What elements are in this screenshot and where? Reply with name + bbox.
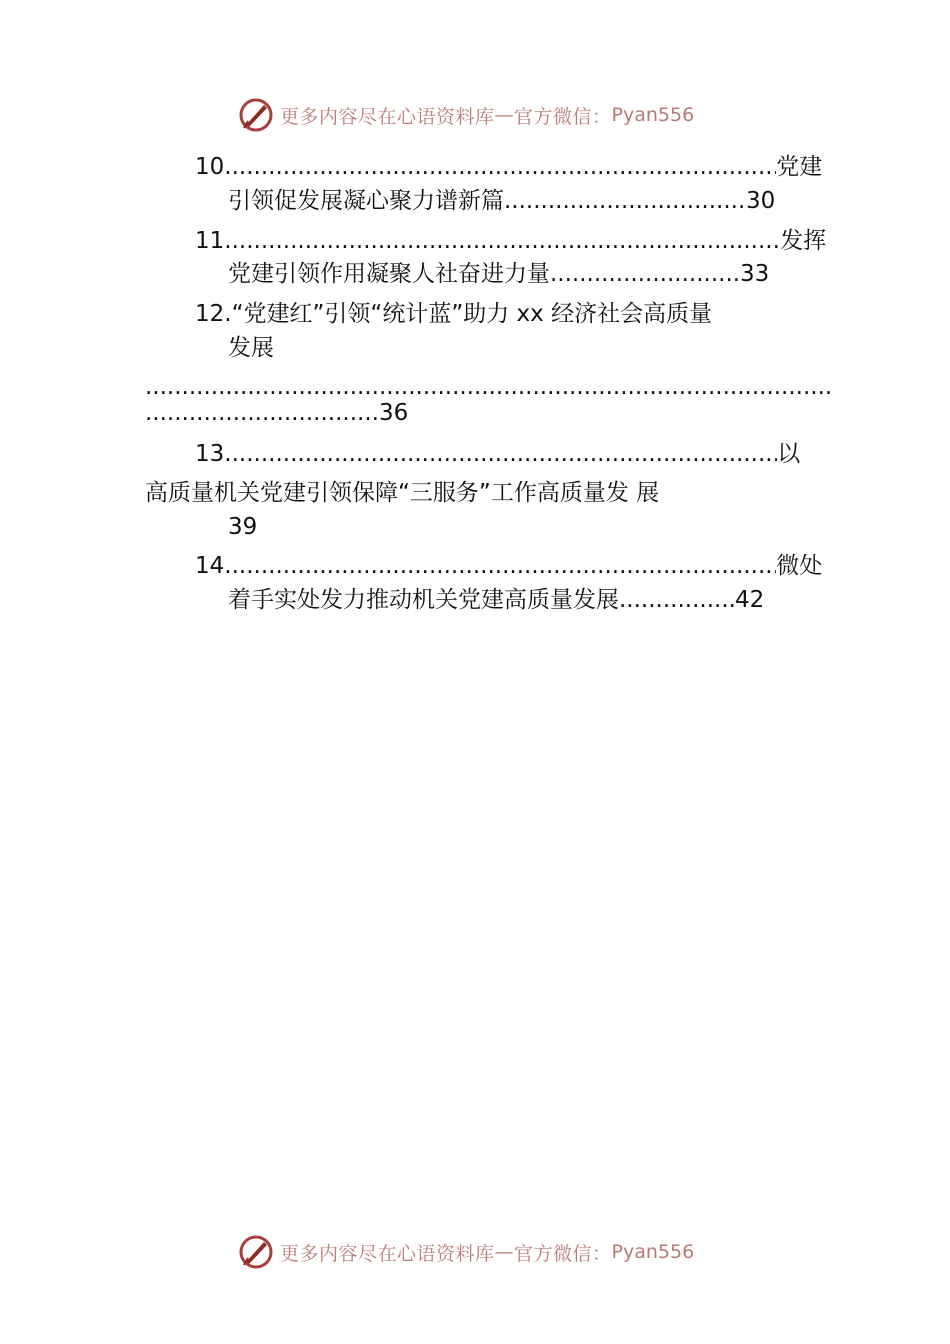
toc-entry-12-line1 bbox=[195, 299, 712, 329]
toc-entry-number: 12. bbox=[195, 301, 232, 327]
watermark-wechat-id: Pyan556 bbox=[611, 1241, 695, 1263]
toc-entry-title: 高质量机关党建引领保障“三服务”工作高质量发 展 bbox=[145, 480, 660, 506]
toc-entry-title-start: 党建 bbox=[776, 154, 823, 180]
dot-leader bbox=[550, 259, 740, 289]
watermark-dash: — bbox=[494, 104, 515, 126]
toc-entry-13-line3 bbox=[228, 512, 257, 542]
watermark-brand: 更多内容尽在心语资料库 bbox=[280, 105, 495, 128]
toc-entry-title: 着手实处发力推动机关党建高质量发展 bbox=[228, 587, 619, 613]
toc-entry-number: 10 bbox=[195, 154, 225, 180]
toc-entry-page: 30 bbox=[746, 188, 776, 214]
toc-entry-title-start: 以 bbox=[777, 441, 801, 467]
toc-entry-title-start: 微处 bbox=[776, 553, 823, 579]
dot-leader bbox=[619, 585, 735, 615]
toc-entry-12-line2 bbox=[228, 333, 274, 363]
toc-entry-number: 13 bbox=[195, 441, 225, 467]
toc-entry-10-line2 bbox=[228, 186, 775, 216]
toc-entry-12-line4 bbox=[145, 398, 408, 428]
toc-entry-13-line2 bbox=[145, 478, 659, 508]
toc-entry-13-line1 bbox=[195, 439, 800, 469]
footer-watermark bbox=[238, 1232, 694, 1272]
toc-entry-title: 引领促发展凝心聚力谱新篇 bbox=[228, 188, 504, 214]
toc-entry-title-start: 发挥 bbox=[780, 228, 827, 254]
toc-entry-number: 14 bbox=[195, 553, 225, 579]
dot-leader bbox=[224, 551, 776, 581]
toc-entry-page: 42 bbox=[735, 587, 765, 613]
watermark-wechat-label: 官方微信： bbox=[514, 1242, 612, 1265]
watermark-wechat-id: Pyan556 bbox=[611, 104, 695, 126]
toc-entry-page: 36 bbox=[379, 400, 409, 426]
toc-entry-11-line1 bbox=[195, 226, 826, 256]
toc-entry-title-end: 发展 bbox=[228, 335, 274, 361]
dot-leader bbox=[224, 226, 780, 256]
toc-entry-14-line1 bbox=[195, 551, 822, 581]
dot-leader bbox=[224, 439, 777, 469]
toc-entry-page: 39 bbox=[228, 514, 258, 540]
toc-entry-14-line2 bbox=[228, 585, 764, 615]
toc-entry-10-line1 bbox=[195, 152, 822, 182]
dot-leader bbox=[224, 152, 776, 182]
watermark-dash: — bbox=[494, 1241, 515, 1263]
dot-leader bbox=[145, 398, 379, 428]
quill-logo-icon bbox=[238, 97, 274, 133]
toc-entry-11-line2 bbox=[228, 259, 769, 289]
header-watermark bbox=[238, 95, 694, 135]
toc-entry-title: 党建引领作用凝聚人社奋进力量 bbox=[228, 261, 550, 287]
watermark-brand: 更多内容尽在心语资料库 bbox=[280, 1242, 495, 1265]
watermark-wechat-label: 官方微信： bbox=[514, 105, 612, 128]
dot-leader bbox=[504, 186, 746, 216]
toc-entry-page: 33 bbox=[740, 261, 770, 287]
toc-entry-title: “党建红”引领“统计蓝”助力 xx 经济社会高质量 bbox=[231, 301, 713, 327]
toc-entry-number: 11 bbox=[195, 228, 225, 254]
quill-logo-icon bbox=[238, 1234, 274, 1270]
